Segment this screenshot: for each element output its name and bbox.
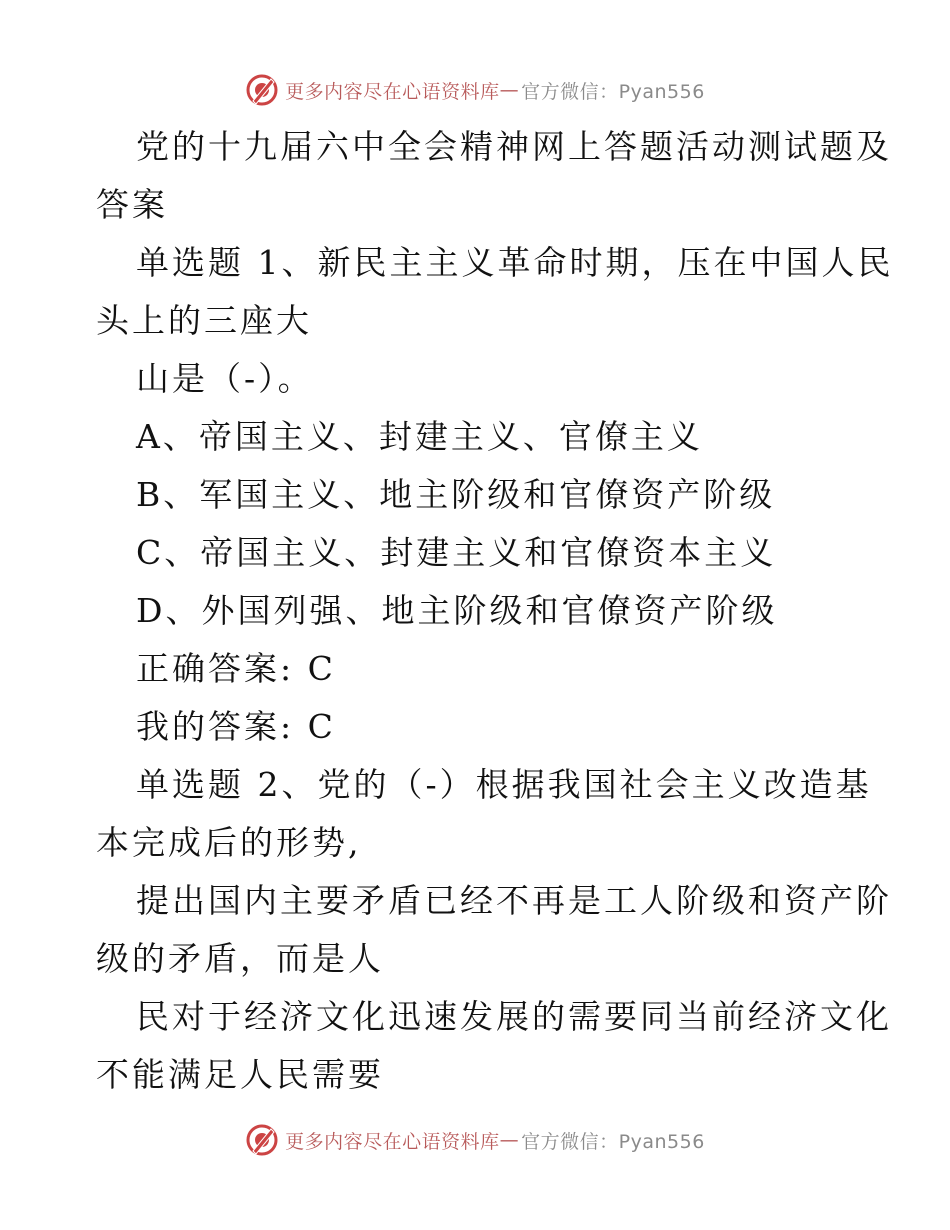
question-2-text-cont: 本完成后的形势, [96,823,362,862]
watermark-header [0,70,950,110]
pen-logo-icon [245,73,279,107]
document-body [96,118,894,1104]
watermark-text: 更多内容尽在心语资料库 [285,1130,500,1153]
question-1-option-a: A、帝国主义、封建主义、官僚主义 [136,417,703,456]
question-2-text-line-4: 级的矛盾，而是人 [96,939,384,978]
document-title-line-1: 党的十九届六中全会精神网上答题活动测试题及 [136,127,892,166]
question-1-text-cont: 头上的三座大 [96,301,312,340]
watermark-dash: — [499,79,520,101]
document-title-line-2: 答案 [96,185,168,224]
question-2-text-line-6: 不能满足人民需要 [96,1055,384,1094]
question-1-my-answer: 我的答案: C [136,707,336,746]
watermark-wechat: 官方微信：Pyan556 [521,1130,705,1153]
question-1-text-end: 山是（-）。 [136,359,314,398]
question-2-text-line-5: 民对于经济文化迅速发展的需要同当前经济文化 [136,997,892,1036]
question-1-option-d: D、外国列强、地主阶级和官僚资产阶级 [136,591,778,630]
question-1-correct-answer: 正确答案: C [136,649,336,688]
question-1-text: 单选题 1、新民主主义革命时期，压在中国人民 [136,243,894,282]
watermark-wechat: 官方微信：Pyan556 [521,80,705,103]
question-2-text: 单选题 2、党的（-）根据我国社会主义改造基 [136,765,872,804]
watermark-text: 更多内容尽在心语资料库 [285,80,500,103]
pen-logo-icon [245,1123,279,1157]
question-2-text-line-3: 提出国内主要矛盾已经不再是工人阶级和资产阶 [136,881,892,920]
question-1-option-b: B、军国主义、地主阶级和官僚资产阶级 [136,475,776,514]
watermark-footer [0,1120,950,1160]
question-1-option-c: C、帝国主义、封建主义和官僚资本主义 [136,533,777,572]
watermark-dash: — [499,1129,520,1151]
